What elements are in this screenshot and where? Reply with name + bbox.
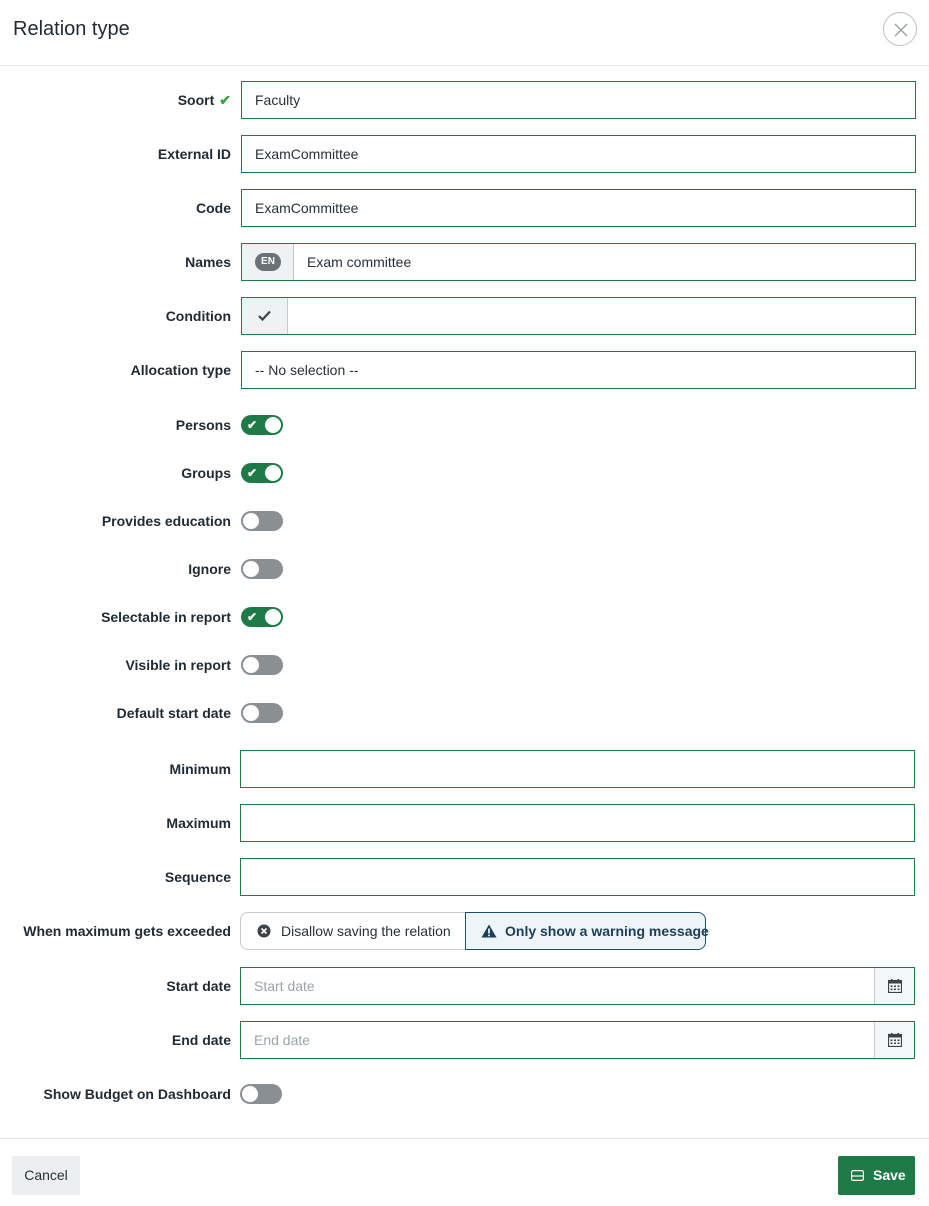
- start-date-input[interactable]: [240, 967, 915, 1005]
- maximum-input[interactable]: [240, 804, 915, 842]
- minimum-row: [0, 750, 929, 788]
- selectable-in-report-row: [0, 605, 929, 629]
- code-input[interactable]: [241, 189, 916, 227]
- provides-education-label: Provides education: [101, 513, 231, 529]
- provides-education-row: [0, 509, 929, 533]
- save-button[interactable]: [838, 1156, 915, 1195]
- end-date-placeholder: End date: [254, 1032, 311, 1048]
- save-icon: [851, 1170, 864, 1181]
- calendar-icon: [888, 1033, 902, 1047]
- names-label: Names: [185, 254, 231, 270]
- condition-addon-button[interactable]: [242, 298, 288, 334]
- ignore-row: [0, 557, 929, 581]
- sequence-label: Sequence: [164, 869, 231, 885]
- external-id-value: ExamCommittee: [255, 146, 359, 162]
- sequence-input[interactable]: [240, 858, 915, 896]
- max-exceeded-row: [0, 912, 929, 950]
- soort-value: Faculty: [255, 92, 301, 108]
- disallow-saving-option[interactable]: [240, 912, 466, 950]
- start-date-picker-button[interactable]: [874, 968, 914, 1004]
- groups-row: [0, 461, 929, 485]
- dialog-header: [0, 0, 929, 66]
- code-label: Code: [196, 200, 231, 216]
- dialog-title: Relation type: [13, 18, 130, 40]
- checkmark-icon: ✔: [219, 92, 231, 108]
- end-date-label: End date: [171, 1032, 231, 1048]
- external-id-row: [0, 135, 929, 173]
- max-exceeded-label: When maximum gets exceeded: [23, 923, 231, 939]
- warning-only-option[interactable]: [465, 912, 709, 950]
- soort-label: Soort ✔: [177, 92, 231, 108]
- calendar-icon: [888, 979, 902, 993]
- cancel-button[interactable]: Cancel: [12, 1156, 80, 1195]
- code-row: [0, 189, 929, 227]
- groups-label: Groups: [181, 465, 231, 481]
- minimum-input[interactable]: [240, 750, 915, 788]
- default-start-date-toggle[interactable]: [241, 703, 283, 723]
- allocation-type-row: [0, 351, 929, 389]
- show-budget-row: [0, 1082, 929, 1106]
- maximum-label: Maximum: [166, 815, 231, 831]
- start-date-placeholder: Start date: [254, 978, 315, 994]
- persons-row: [0, 413, 929, 437]
- condition-row: [0, 297, 929, 335]
- names-value: Exam committee: [307, 254, 412, 270]
- allocation-type-value: -- No selection --: [255, 362, 359, 378]
- ignore-toggle[interactable]: [241, 559, 283, 579]
- checkmark-icon: ✔: [247, 610, 258, 624]
- show-budget-label: Show Budget on Dashboard: [43, 1086, 231, 1102]
- default-start-date-row: [0, 701, 929, 725]
- visible-in-report-toggle[interactable]: [241, 655, 283, 675]
- warning-triangle-icon: [481, 924, 497, 938]
- allocation-type-select[interactable]: [241, 351, 916, 389]
- groups-toggle[interactable]: [241, 463, 283, 483]
- x-circle-icon: [257, 924, 271, 938]
- default-start-date-label: Default start date: [116, 705, 231, 721]
- selectable-in-report-toggle[interactable]: [241, 607, 283, 627]
- persons-toggle[interactable]: [241, 415, 283, 435]
- maximum-row: [0, 804, 929, 842]
- ignore-label: Ignore: [188, 561, 231, 577]
- minimum-label: Minimum: [169, 761, 231, 777]
- visible-in-report-label: Visible in report: [125, 657, 231, 673]
- provides-education-toggle[interactable]: [241, 511, 283, 531]
- close-icon: [893, 22, 909, 38]
- dialog-footer: [0, 1138, 929, 1206]
- warning-only-label: Only show a warning message: [505, 923, 709, 939]
- disallow-saving-label: Disallow saving the relation: [281, 923, 451, 939]
- end-date-row: [0, 1021, 929, 1059]
- checkmark-icon: ✔: [247, 466, 258, 480]
- show-budget-toggle[interactable]: [240, 1084, 282, 1104]
- checkmark-icon: [258, 310, 271, 322]
- allocation-type-label: Allocation type: [130, 362, 231, 378]
- language-badge: EN: [255, 253, 281, 271]
- condition-input[interactable]: [241, 297, 916, 335]
- code-value: ExamCommittee: [255, 200, 359, 216]
- close-button[interactable]: [883, 12, 917, 46]
- selectable-in-report-label: Selectable in report: [101, 609, 231, 625]
- names-input[interactable]: [241, 243, 916, 281]
- condition-label: Condition: [165, 308, 231, 324]
- end-date-input[interactable]: [240, 1021, 915, 1059]
- checkmark-icon: ✔: [247, 418, 258, 432]
- external-id-input[interactable]: [241, 135, 916, 173]
- soort-field[interactable]: [241, 81, 916, 119]
- names-row: [0, 243, 929, 281]
- soort-row: [0, 81, 929, 119]
- sequence-row: [0, 858, 929, 896]
- persons-label: Persons: [175, 417, 231, 433]
- start-date-row: [0, 967, 929, 1005]
- external-id-label: External ID: [157, 146, 231, 162]
- visible-in-report-row: [0, 653, 929, 677]
- start-date-label: Start date: [166, 978, 231, 994]
- save-label: Save: [873, 1167, 906, 1183]
- end-date-picker-button[interactable]: [874, 1022, 914, 1058]
- language-addon[interactable]: [242, 244, 294, 280]
